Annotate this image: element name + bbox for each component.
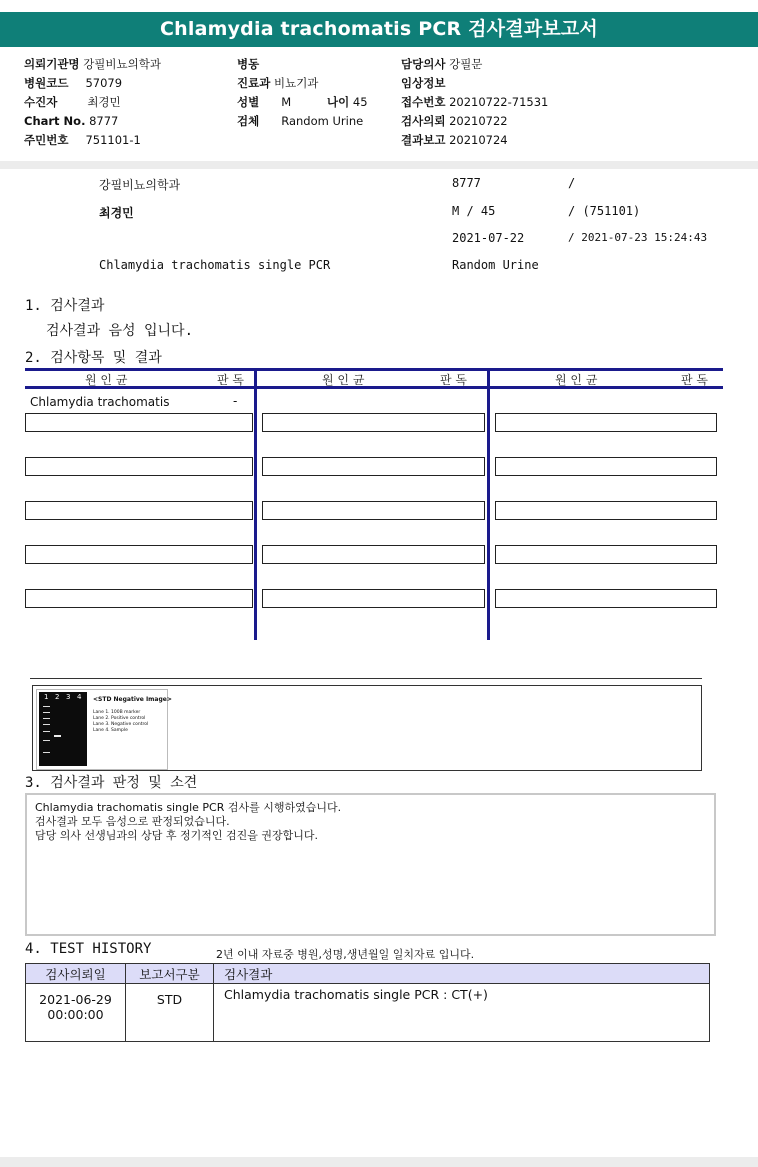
summary-report-date: / 2021-07-23 15:24:43 <box>568 231 708 244</box>
summary-sex-age: M / 45 <box>452 204 496 218</box>
empty-result-box <box>25 589 253 608</box>
gel-legend-4: Lane 4. Sample <box>93 728 128 733</box>
gel-band <box>43 740 50 741</box>
header-info <box>24 55 744 155</box>
summary-slash: / <box>568 176 576 190</box>
header-row-patient: 수진자 최경민 <box>24 95 121 109</box>
grid-divider-2 <box>487 368 490 640</box>
result-row-judgement: - <box>233 394 238 408</box>
gel-band <box>43 752 50 753</box>
opinion-line-1: Chlamydia trachomatis single PCR 검사를 시행하였습니다. <box>35 801 342 814</box>
history-col-result: 검사결과 <box>214 964 710 984</box>
gel-band <box>43 712 50 713</box>
header-row-report-date: 결과보고 20210724 <box>401 133 508 147</box>
section1-title: 1. 검사결과 <box>25 298 105 314</box>
grid-header-line <box>25 386 723 389</box>
summary-request-date: 2021-07-22 <box>452 231 525 245</box>
header-row-sex: 성별 M <box>237 95 292 109</box>
history-cell-date <box>26 984 126 1042</box>
col-head-pathogen-3: 원 인 균 <box>555 373 598 387</box>
lane-label: 1 <box>44 693 49 701</box>
history-cell-result: Chlamydia trachomatis single PCR : CT(+) <box>214 984 710 1042</box>
header-row-resident-no: 주민번호 751101-1 <box>24 133 141 147</box>
empty-result-box <box>25 501 253 520</box>
result-row-pathogen: Chlamydia trachomatis <box>30 395 170 409</box>
report-title: Chlamydia trachomatis PCR 검사결과보고서 <box>0 12 758 47</box>
section4-title: 4. TEST HISTORY <box>25 941 152 957</box>
gel-image-frame <box>32 685 702 771</box>
lane-label: 3 <box>66 693 71 701</box>
gel-band <box>43 718 50 719</box>
history-col-report-type: 보고서구분 <box>126 964 214 984</box>
history-date: 2021-06-29 <box>39 992 112 1007</box>
gel-band <box>54 735 61 737</box>
history-table <box>25 963 710 1042</box>
empty-result-box <box>495 457 717 476</box>
header-row-doctor: 담당의사 강필문 <box>401 57 483 71</box>
header-row-chart-no: Chart No. 8777 <box>24 114 119 128</box>
gel-lanes-panel <box>39 692 87 766</box>
history-note: 2년 이내 자료중 병원,성명,생년월일 일치자료 입니다. <box>216 948 475 961</box>
summary-id: / (751101) <box>568 204 641 218</box>
results-grid <box>25 368 723 640</box>
history-time: 00:00:00 <box>47 1007 104 1022</box>
opinion-line-3: 담당 의사 선생님과의 상담 후 정기적인 검진을 권장합니다. <box>35 829 318 842</box>
history-header-row <box>26 964 710 984</box>
gel-legend-3: Lane 3. Negative control <box>93 722 149 727</box>
gel-band <box>43 706 50 707</box>
grid-top-line <box>25 368 723 371</box>
empty-result-box <box>262 589 485 608</box>
gel-band <box>43 724 50 725</box>
col-head-judge-3: 판 독 <box>681 373 708 387</box>
gel-separator <box>30 678 702 679</box>
gel-title: <STD Negative Image> <box>93 696 172 703</box>
footer-strip <box>0 1157 758 1167</box>
gel-band <box>43 731 50 732</box>
header-row-clinical-info: 임상정보 <box>401 76 446 90</box>
lane-label: 4 <box>77 693 82 701</box>
empty-result-box <box>262 457 485 476</box>
section2-title: 2. 검사항목 및 결과 <box>25 350 162 366</box>
col-head-pathogen-2: 원 인 균 <box>322 373 365 387</box>
summary-chart: 8777 <box>452 176 481 190</box>
grid-divider-1 <box>254 368 257 640</box>
summary-hospital: 강필비뇨의학과 <box>99 178 181 192</box>
empty-result-box <box>495 545 717 564</box>
empty-result-box <box>495 589 717 608</box>
empty-result-box <box>262 413 485 432</box>
lane-label: 2 <box>55 693 60 701</box>
section1-result-text: 검사결과 음성 입니다. <box>46 323 194 339</box>
gel-legend-1: Lane 1. 100B marker <box>93 710 141 715</box>
empty-result-box <box>25 457 253 476</box>
empty-result-box <box>25 413 253 432</box>
header-divider <box>0 161 758 169</box>
history-row <box>26 984 710 1042</box>
gel-legend-2: Lane 2. Positive control <box>93 716 146 721</box>
header-row-ward: 병동 <box>237 57 260 71</box>
header-row-receipt-no: 접수번호 20210722-71531 <box>401 95 549 109</box>
header-row-department: 진료과 비뇨기과 <box>237 76 319 90</box>
header-row-requesting-institution: 의뢰기관명 강필비뇨의학과 <box>24 57 161 71</box>
gel-image <box>36 689 172 770</box>
empty-result-box <box>262 501 485 520</box>
opinion-line-2: 검사결과 모두 음성으로 판정되었습니다. <box>35 815 230 828</box>
history-cell-type: STD <box>126 984 214 1042</box>
col-head-pathogen-1: 원 인 균 <box>85 373 128 387</box>
header-row-age: 나이 45 <box>327 95 368 109</box>
history-col-request-date: 검사의뢰일 <box>26 964 126 984</box>
summary-specimen: Random Urine <box>452 258 539 272</box>
summary-test-name: Chlamydia trachomatis single PCR <box>99 258 331 272</box>
summary-patient: 최경민 <box>99 206 134 220</box>
col-head-judge-2: 판 독 <box>440 373 467 387</box>
header-row-hospital-code: 병원코드 57079 <box>24 76 123 90</box>
empty-result-box <box>25 545 253 564</box>
empty-result-box <box>495 501 717 520</box>
header-row-request-date: 검사의뢰 20210722 <box>401 114 508 128</box>
empty-result-box <box>495 413 717 432</box>
opinion-box <box>25 793 716 936</box>
header-row-specimen: 검체 Random Urine <box>237 114 364 128</box>
col-head-judge-1: 판 독 <box>217 373 244 387</box>
empty-result-box <box>262 545 485 564</box>
section3-title: 3. 검사결과 판정 및 소견 <box>25 775 198 791</box>
